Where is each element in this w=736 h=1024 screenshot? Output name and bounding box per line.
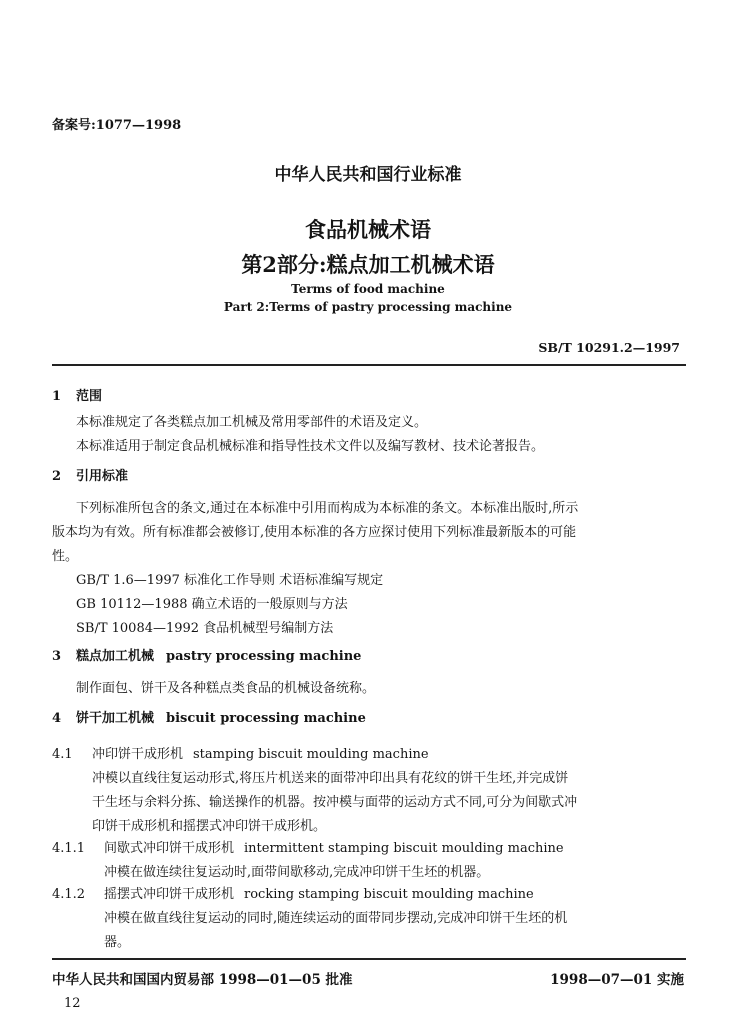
section-4-1-2-line-1: 冲模在做直线往复运动的同时,随连续运动的面带同步摆动,完成冲印饼干生坯的机 xyxy=(104,911,568,926)
section-number: 4.1.2 xyxy=(52,887,86,902)
title-cn-line2: 第2部分:糕点加工机械术语 xyxy=(241,252,495,277)
section-number: 4.1.1 xyxy=(52,841,86,856)
term-en: rocking stamping biscuit moulding machine xyxy=(244,887,534,902)
section-4-heading xyxy=(52,707,366,726)
section-1-heading xyxy=(52,385,102,404)
section-4-1-heading xyxy=(52,743,429,762)
term-en: pastry processing machine xyxy=(166,649,362,664)
section-3-definition: 制作面包、饼干及各种糕点类食品的机械设备统称。 xyxy=(76,681,376,696)
section-4-1-line-1: 冲模以直线往复运动形式,将压片机送来的面带冲印出具有花纹的饼干生坯,并完成饼 xyxy=(92,771,569,786)
section-2-text-line-3: 性。 xyxy=(52,549,79,564)
section-4-1-line-3: 印饼干成形机和摇摆式冲印饼干成形机。 xyxy=(92,819,327,834)
title-en-line1: Terms of food machine xyxy=(291,282,445,296)
title-en-line2: Part 2:Terms of pastry processing machine xyxy=(223,300,513,314)
section-3-heading xyxy=(52,645,361,664)
section-4-1-line-2: 干生坯与余料分拣、输送操作的机器。按冲模与面带的运动方式不同,可分为间歇式冲 xyxy=(92,795,578,810)
section-4-1-1-line-1: 冲模在做连续往复运动时,面带间歇移动,完成冲印饼干生坯的机器。 xyxy=(104,865,490,880)
section-number: 4 xyxy=(52,711,62,726)
term-cn: 饼干加工机械 xyxy=(76,711,155,726)
footer-divider xyxy=(52,958,686,960)
term-cn: 摇摆式冲印饼干成形机 xyxy=(104,887,235,902)
implementation-note: 1998—07—01 实施 xyxy=(550,972,684,988)
term-cn: 冲印饼干成形机 xyxy=(92,747,184,762)
approval-note: 中华人民共和国国内贸易部 1998—01—05 批准 xyxy=(52,972,353,988)
section-2-heading xyxy=(52,465,128,484)
section-4-1-1-heading xyxy=(52,837,564,856)
section-4-1-2-line-2: 器。 xyxy=(104,935,131,950)
term-en: biscuit processing machine xyxy=(166,711,366,726)
section-2-text-line-1: 下列标准所包含的条文,通过在本标准中引用而构成为本标准的条文。本标准出版时,所示 xyxy=(76,501,579,516)
section-title: 引用标准 xyxy=(76,469,129,484)
section-1-paragraph-2: 本标准适用于制定食品机械标准和指导性技术文件以及编写教材、技术论著报告。 xyxy=(76,439,545,454)
section-2-text-line-2: 版本均为有效。所有标准都会被修订,使用本标准的各方应探讨使用下列标准最新版本的可能 xyxy=(52,525,577,540)
standard-number: SB/T 10291.2—1997 xyxy=(538,340,680,355)
reference-item: GB/T 1.6—1997 标准化工作导则 术语标准编写规定 xyxy=(76,573,384,588)
term-en: stamping biscuit moulding machine xyxy=(193,747,429,762)
term-cn: 间歇式冲印饼干成形机 xyxy=(104,841,235,856)
section-title: 范围 xyxy=(76,389,103,404)
section-number: 1 xyxy=(52,389,62,404)
standard-organization: 中华人民共和国行业标准 xyxy=(274,165,462,185)
filing-number: 备案号:1077—1998 xyxy=(52,118,182,133)
section-4-1-2-heading xyxy=(52,883,534,902)
section-number: 3 xyxy=(52,649,62,664)
header-divider xyxy=(52,364,686,366)
title-cn-line1: 食品机械术语 xyxy=(305,217,431,242)
reference-item: GB 10112—1988 确立术语的一般原则与方法 xyxy=(76,597,348,612)
page-number: 12 xyxy=(64,996,81,1011)
section-number: 2 xyxy=(52,469,62,484)
section-number: 4.1 xyxy=(52,747,73,762)
reference-item: SB/T 10084—1992 食品机械型号编制方法 xyxy=(76,621,334,636)
term-cn: 糕点加工机械 xyxy=(76,649,155,664)
term-en: intermittent stamping biscuit moulding machine xyxy=(244,841,564,856)
section-1-paragraph-1: 本标准规定了各类糕点加工机械及常用零部件的术语及定义。 xyxy=(76,415,428,430)
